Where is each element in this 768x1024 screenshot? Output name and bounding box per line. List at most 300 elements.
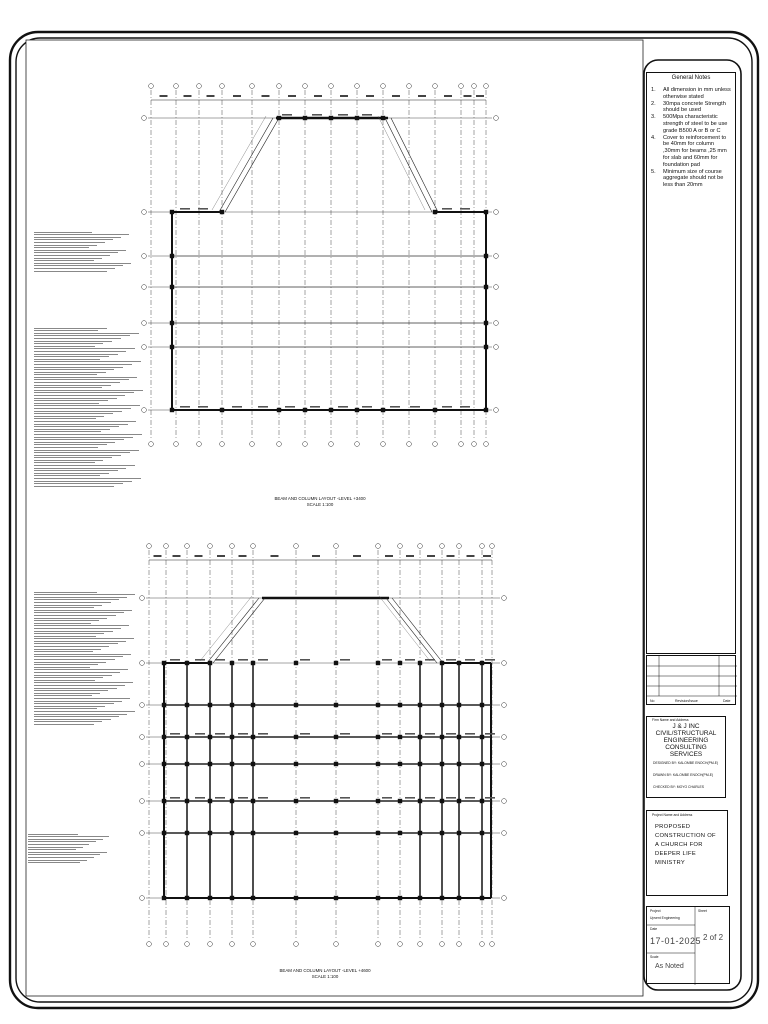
- spec-text-line: [34, 682, 133, 683]
- column: [457, 799, 461, 803]
- grid-bubble: [329, 84, 334, 89]
- column: [185, 762, 189, 766]
- spec-text-line: [34, 403, 99, 404]
- dimension-label-mark: [392, 95, 400, 97]
- grid-bubble: [502, 896, 507, 901]
- grid-bubble: [185, 942, 190, 947]
- column: [418, 735, 422, 739]
- spec-text-line: [34, 475, 100, 476]
- dimension-label-mark: [366, 95, 374, 97]
- grid-bubble: [140, 762, 145, 767]
- spec-text-line: [34, 379, 129, 380]
- column: [398, 799, 402, 803]
- beam-tag: [238, 733, 248, 735]
- grid-bubble: [140, 799, 145, 804]
- dimension-label-mark: [447, 555, 455, 557]
- spec-text-line: [34, 398, 117, 399]
- spec-text-line: [34, 457, 112, 458]
- column: [251, 896, 255, 900]
- note-item: 4. Cover to reinforcement to be 40mm for column ,30mm for beams ,25 mm for slab and 60mm for foundation pad: [651, 134, 727, 168]
- spec-text-line: [34, 605, 102, 606]
- grid-bubble: [230, 544, 235, 549]
- column: [294, 831, 298, 835]
- spec-text-line: [34, 455, 121, 456]
- column: [162, 703, 166, 707]
- spec-text-line: [28, 844, 89, 845]
- column: [208, 703, 212, 707]
- spec-text-line: [34, 418, 96, 419]
- spec-text-line: [34, 437, 133, 438]
- dimension-label-mark: [418, 95, 426, 97]
- spec-text-line: [34, 721, 102, 722]
- beam-tag: [238, 797, 248, 799]
- column: [334, 831, 338, 835]
- beam-tag: [198, 406, 208, 408]
- spec-text-line: [34, 442, 115, 443]
- spec-text-line: [28, 857, 94, 858]
- column: [398, 762, 402, 766]
- spec-notes-block-4: [28, 832, 112, 865]
- revision-col-date: Date: [723, 699, 731, 703]
- spec-text-line: [34, 724, 94, 725]
- info-sheet-label: Sheet: [698, 909, 707, 913]
- info-project-label: Project: [650, 909, 661, 913]
- column: [440, 762, 444, 766]
- info-scale-label: Scale: [650, 955, 659, 959]
- beam-tag: [382, 659, 392, 661]
- grid-bubble: [490, 942, 495, 947]
- beam-tag: [198, 208, 208, 210]
- spec-text-line: [28, 852, 107, 853]
- beam-tag: [300, 797, 310, 799]
- spec-text-line: [34, 374, 97, 375]
- column: [418, 799, 422, 803]
- grid-bubble: [142, 321, 147, 326]
- spec-text-line: [34, 343, 103, 344]
- column: [440, 703, 444, 707]
- grid-bubble: [502, 735, 507, 740]
- spec-text-line: [34, 333, 139, 334]
- column: [230, 703, 234, 707]
- grid-bubble: [490, 544, 495, 549]
- grid-bubble: [494, 210, 499, 215]
- spec-notes-block-2: [34, 326, 144, 488]
- spec-text-line: [28, 834, 78, 835]
- spec-text-line: [34, 714, 127, 715]
- drawn-by: DRAWN BY: KALOMBE ENOCH(PM-E): [653, 773, 714, 777]
- spec-text-line: [34, 659, 115, 660]
- column: [162, 896, 166, 900]
- beam-tag: [340, 797, 350, 799]
- spec-text-line: [34, 711, 135, 712]
- spec-text-line: [34, 341, 112, 342]
- spec-text-line: [34, 698, 130, 699]
- beam-tag: [485, 797, 495, 799]
- spec-text-line: [34, 250, 126, 251]
- revision-table: [646, 655, 736, 705]
- column: [208, 762, 212, 766]
- grid-bubble: [220, 442, 225, 447]
- grid-bubble: [433, 84, 438, 89]
- column: [251, 661, 255, 665]
- column: [230, 831, 234, 835]
- column: [418, 896, 422, 900]
- column: [433, 210, 437, 214]
- spec-text-line: [34, 610, 132, 611]
- column: [170, 345, 174, 349]
- grid-bubble: [457, 942, 462, 947]
- spec-text-line: [34, 413, 113, 414]
- dimension-label-mark: [353, 555, 361, 557]
- dimension-label-mark: [262, 95, 270, 97]
- spec-text-line: [34, 680, 95, 681]
- column: [480, 703, 484, 707]
- spec-text-line: [34, 335, 130, 336]
- grid-bubble: [174, 84, 179, 89]
- info-scale-value: As Noted: [655, 963, 684, 970]
- beam-tag: [215, 659, 225, 661]
- spec-text-line: [34, 592, 97, 593]
- spec-text-line: [34, 672, 120, 673]
- drawing-title-2-scale: SCALE 1:100: [311, 974, 339, 979]
- spec-text-line: [34, 434, 142, 435]
- spec-text-line: [34, 354, 118, 355]
- spec-text-line: [34, 260, 94, 261]
- info-panel: [646, 906, 730, 984]
- dimension-label-mark: [288, 95, 296, 97]
- column: [418, 661, 422, 665]
- grid-bubble: [277, 442, 282, 447]
- beam-tag: [382, 797, 392, 799]
- grid-bubble: [197, 442, 202, 447]
- grid-bubble: [472, 84, 477, 89]
- column: [376, 735, 380, 739]
- column: [230, 896, 234, 900]
- dimension-label-mark: [406, 555, 414, 557]
- column: [355, 408, 359, 412]
- spec-text-line: [34, 633, 104, 634]
- spec-text-line: [34, 367, 123, 368]
- firm-label: Firm Name and Address: [652, 718, 689, 722]
- grid-bubble: [250, 84, 255, 89]
- column: [484, 321, 488, 325]
- spec-text-line: [34, 431, 101, 432]
- column: [170, 254, 174, 258]
- column: [230, 762, 234, 766]
- column: [162, 735, 166, 739]
- grid-bubble: [502, 799, 507, 804]
- grid-bubble: [230, 942, 235, 947]
- beam-tag: [362, 114, 372, 116]
- info-date-label: Date: [650, 927, 658, 931]
- spec-text-line: [34, 239, 113, 240]
- column: [334, 799, 338, 803]
- spec-text-line: [34, 242, 105, 243]
- column: [334, 896, 338, 900]
- grid-bubble: [494, 345, 499, 350]
- grid-bubble: [329, 442, 334, 447]
- grid-bubble: [334, 942, 339, 947]
- grid-bubble: [149, 84, 154, 89]
- beam-tag: [442, 208, 452, 210]
- grid-bubble: [381, 84, 386, 89]
- spec-text-line: [28, 854, 100, 855]
- column: [334, 661, 338, 665]
- spec-text-line: [34, 597, 127, 598]
- grid-bubble: [140, 596, 145, 601]
- beam-tag: [362, 406, 372, 408]
- grid-bubble: [208, 544, 213, 549]
- grid-bubble: [185, 544, 190, 549]
- spec-text-line: [34, 688, 117, 689]
- spec-text-line: [34, 405, 140, 406]
- column: [230, 661, 234, 665]
- beam-tag: [485, 659, 495, 661]
- spec-text-line: [28, 847, 83, 848]
- dimension-label-mark: [385, 555, 393, 557]
- column: [457, 831, 461, 835]
- spec-text-line: [34, 465, 135, 466]
- column: [230, 799, 234, 803]
- spec-text-line: [34, 649, 101, 650]
- column: [329, 408, 333, 412]
- spec-text-line: [34, 252, 118, 253]
- beam-tag: [180, 208, 190, 210]
- beam-tag: [282, 114, 292, 116]
- spec-text-line: [34, 693, 100, 694]
- spec-text-line: [34, 385, 111, 386]
- column: [294, 661, 298, 665]
- column: [376, 831, 380, 835]
- grid-bubble: [502, 596, 507, 601]
- spec-text-line: [34, 408, 131, 409]
- spec-text-line: [34, 387, 102, 388]
- spec-text-line: [34, 462, 95, 463]
- column: [376, 762, 380, 766]
- spec-text-line: [34, 450, 139, 451]
- grid-bubble: [502, 762, 507, 767]
- spec-text-line: [34, 625, 129, 626]
- column: [303, 408, 307, 412]
- column: [398, 661, 402, 665]
- column: [251, 799, 255, 803]
- beam-tag: [338, 406, 348, 408]
- grid-bubble: [502, 661, 507, 666]
- beam-tag: [215, 797, 225, 799]
- grid-bubble: [142, 116, 147, 121]
- grid-bubble: [251, 942, 256, 947]
- revision-col-issue: Revision/Issue: [675, 699, 698, 703]
- grid-bubble: [140, 703, 145, 708]
- drawing-title-1-scale: SCALE 1:100: [306, 502, 334, 507]
- spec-text-line: [28, 860, 87, 861]
- beam-tag: [195, 797, 205, 799]
- grid-bubble: [208, 942, 213, 947]
- beam-tag: [215, 733, 225, 735]
- spec-text-line: [34, 631, 113, 632]
- column: [457, 703, 461, 707]
- spec-text-line: [34, 615, 116, 616]
- grid-bubble: [334, 544, 339, 549]
- dimension-label-mark: [173, 555, 181, 557]
- spec-text-line: [34, 265, 123, 266]
- column: [294, 896, 298, 900]
- column: [440, 896, 444, 900]
- beam-tag: [405, 659, 415, 661]
- grid-bubble: [220, 84, 225, 89]
- spec-text-line: [34, 271, 107, 272]
- dimension-label-mark: [340, 95, 348, 97]
- column: [185, 896, 189, 900]
- spec-text-line: [34, 356, 109, 357]
- grid-bubble: [142, 254, 147, 259]
- column: [480, 661, 484, 665]
- note-item: 2. 30mpa concrete Strength should be used: [651, 100, 726, 114]
- spec-text-line: [34, 599, 119, 600]
- drawing-title-1-text: BEAM AND COLUMN LAYOUT -LEVEL +3400: [274, 496, 366, 501]
- column: [185, 735, 189, 739]
- column: [484, 210, 488, 214]
- dimension-label-mark: [217, 555, 225, 557]
- column: [170, 321, 174, 325]
- beam-tag: [390, 406, 400, 408]
- spec-text-line: [34, 594, 135, 595]
- column: [376, 703, 380, 707]
- spec-text-line: [34, 607, 94, 608]
- spec-text-line: [34, 612, 124, 613]
- column: [433, 408, 437, 412]
- spec-text-line: [34, 245, 97, 246]
- grid-bubble: [502, 831, 507, 836]
- spec-text-line: [34, 468, 126, 469]
- spec-text-line: [34, 703, 114, 704]
- spec-text-line: [34, 377, 137, 378]
- spec-notes-block-1: [34, 230, 134, 273]
- spec-text-line: [34, 258, 102, 259]
- beam-tag: [285, 406, 295, 408]
- beam-tag: [340, 733, 350, 735]
- spec-text-line: [34, 424, 128, 425]
- grid-bubble: [381, 442, 386, 447]
- grid-bubble: [407, 442, 412, 447]
- note-item: 3. 500Mpa characteristic strength of steel to be use grade B500 A or B or C: [651, 114, 728, 134]
- column: [457, 735, 461, 739]
- spec-text-line: [34, 452, 130, 453]
- beam-tag: [258, 797, 268, 799]
- grid-bubble: [277, 84, 282, 89]
- spec-text-line: [34, 623, 91, 624]
- project-panel: [646, 810, 728, 896]
- spec-text-line: [34, 638, 134, 639]
- project-title: PROPOSED CONSTRUCTION OF A CHURCH FOR DEEPER LIFE MINISTRY: [655, 824, 716, 866]
- spec-text-line: [34, 602, 111, 603]
- grid-bubble: [140, 831, 145, 836]
- drawing-title-2: [255, 968, 395, 980]
- info-date-value: 17-01-2025: [650, 936, 702, 946]
- spec-text-line: [34, 695, 92, 696]
- note-item: 1. All dimension in mm unless otherwise stated: [651, 87, 731, 100]
- spec-text-line: [34, 701, 122, 702]
- dimension-label-mark: [314, 95, 322, 97]
- note-item: 5. Minimum size of course aggregate should not be less than 20mm: [651, 168, 724, 189]
- spec-text-line: [34, 654, 131, 655]
- spec-text-line: [34, 351, 126, 352]
- beam-tag: [170, 733, 180, 735]
- column: [185, 799, 189, 803]
- spec-text-line: [28, 836, 109, 837]
- column: [294, 703, 298, 707]
- grid-bubble: [376, 544, 381, 549]
- column: [329, 116, 333, 120]
- grid-bubble: [294, 544, 299, 549]
- dimension-label-mark: [233, 95, 241, 97]
- drawing-title-2-text: BEAM AND COLUMN LAYOUT -LEVEL +4600: [279, 968, 371, 973]
- firm-name: J & J INC CIVIL/STRUCTURAL ENGINEERING CONSULTING SERVICES: [655, 723, 717, 758]
- grid-bubble: [376, 942, 381, 947]
- spec-text-line: [34, 426, 119, 427]
- spec-text-line: [34, 646, 109, 647]
- spec-text-line: [34, 708, 97, 709]
- column: [277, 116, 281, 120]
- grid-bubble: [457, 544, 462, 549]
- dimension-label-mark: [467, 555, 475, 557]
- column: [484, 285, 488, 289]
- spec-text-line: [34, 643, 118, 644]
- column: [334, 703, 338, 707]
- column: [480, 762, 484, 766]
- spec-text-line: [34, 651, 93, 652]
- spec-text-line: [34, 620, 99, 621]
- spec-text-line: [34, 439, 124, 440]
- spec-text-line: [28, 839, 103, 840]
- spec-text-line: [34, 706, 105, 707]
- dimension-label-mark: [184, 95, 192, 97]
- revision-col-no: No: [650, 699, 655, 703]
- column: [484, 345, 488, 349]
- spec-text-line: [34, 268, 115, 269]
- column: [208, 831, 212, 835]
- beam-tag: [340, 659, 350, 661]
- grid-bubble: [433, 442, 438, 447]
- spec-text-line: [34, 447, 98, 448]
- drawing-title-1: [250, 496, 390, 508]
- column: [334, 762, 338, 766]
- grid-bubble: [142, 285, 147, 290]
- grid-bubble: [440, 544, 445, 549]
- grid-bubble: [418, 544, 423, 549]
- grid-bubble: [494, 116, 499, 121]
- spec-text-line: [34, 444, 107, 445]
- beam-tag: [460, 208, 470, 210]
- info-sheet-value: 2 of 2: [703, 933, 724, 942]
- column: [334, 735, 338, 739]
- spec-text-line: [34, 348, 135, 349]
- spec-text-line: [34, 669, 128, 670]
- grid-bubble: [484, 442, 489, 447]
- general-notes-title: General Notes: [671, 75, 711, 81]
- column: [170, 210, 174, 214]
- dimension-label-mark: [195, 555, 203, 557]
- beam-tag: [258, 659, 268, 661]
- beam-tag: [465, 659, 475, 661]
- grid-bubble: [480, 544, 485, 549]
- dimension-label-mark: [160, 95, 168, 97]
- spec-text-line: [34, 369, 114, 370]
- spec-text-line: [34, 478, 141, 479]
- beam-tag: [446, 659, 456, 661]
- grid-bubble: [140, 896, 145, 901]
- column: [170, 408, 174, 412]
